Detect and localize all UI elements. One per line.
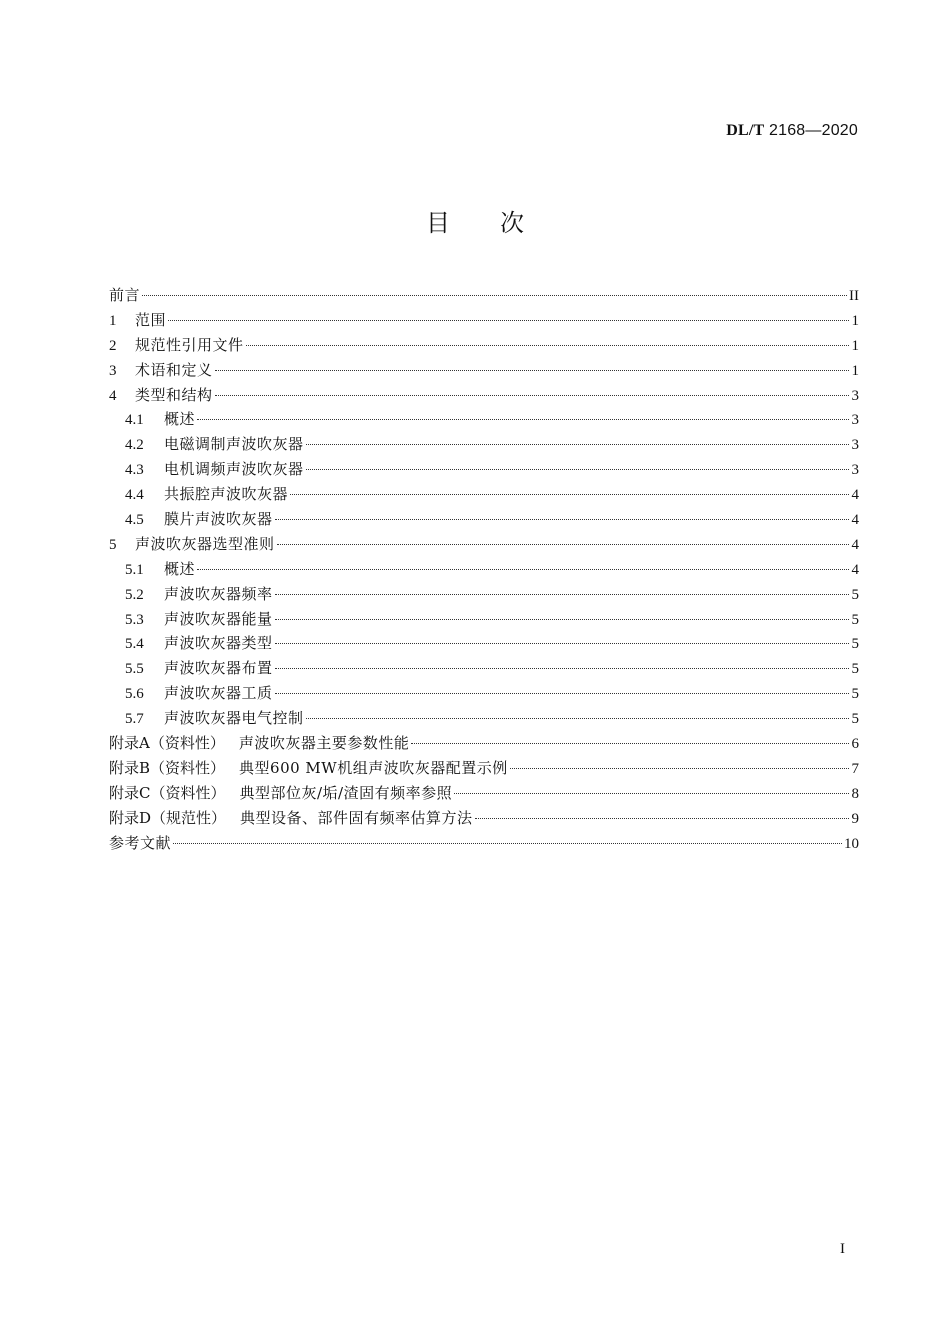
toc-entry-number: 4.5 [125, 512, 144, 529]
toc-entry-page: 1 [851, 362, 859, 379]
toc-entry-number: 5.2 [125, 586, 144, 603]
toc-entry-label: 声波吹灰器频率 [164, 584, 273, 603]
toc-entry-label: 声波吹灰器工质 [164, 684, 273, 703]
toc-dot-leader [168, 320, 849, 321]
toc-dot-leader [142, 295, 847, 296]
toc-entry[interactable] [109, 557, 859, 582]
toc-dot-leader [475, 818, 849, 819]
toc-entry-number: 1 [109, 312, 117, 329]
toc-entry[interactable] [109, 607, 859, 632]
toc-entry-page: 5 [851, 636, 859, 653]
toc-entry-label: 共振腔声波吹灰器 [164, 485, 289, 504]
toc-dot-leader [306, 718, 849, 719]
toc-entry[interactable] [109, 308, 859, 333]
toc-entry-number: 5.5 [125, 661, 144, 678]
toc-dot-leader [454, 793, 849, 794]
toc-entry-label: 参考文献 [109, 833, 172, 852]
toc-entry-number: 4.3 [125, 462, 144, 479]
toc-entry-number: 5.7 [125, 711, 144, 728]
toc-entry-page: 5 [851, 611, 859, 628]
toc-entry-label: 术语和定义 [135, 360, 213, 379]
toc-entry-appendix-prefix: 附录D（规范性） [109, 808, 227, 827]
toc-entry-appendix-prefix: 附录B（资料性） [109, 758, 226, 777]
toc-entry-page: 3 [851, 462, 859, 479]
toc-entry[interactable] [109, 656, 859, 681]
toc-entry-label: 概述 [164, 559, 196, 578]
toc-entry[interactable] [109, 731, 859, 756]
toc-entry-label: 概述 [164, 410, 196, 429]
toc-dot-leader [197, 419, 849, 420]
toc-entry-page: 8 [851, 785, 859, 802]
toc-entry[interactable] [109, 806, 859, 831]
toc-entry-page: 6 [851, 736, 859, 753]
toc-entry-number: 4.2 [125, 437, 144, 454]
toc-entry-page: 9 [851, 810, 859, 827]
toc-entry[interactable] [109, 831, 859, 856]
toc-entry-page: 4 [851, 561, 859, 578]
toc-entry-appendix-prefix: 附录C（资料性） [109, 783, 226, 802]
toc-entry[interactable] [109, 706, 859, 731]
toc-entry-label: 声波吹灰器类型 [164, 634, 273, 653]
standard-prefix: DL/T [726, 122, 765, 139]
toc-entry[interactable] [109, 482, 859, 507]
toc-entry-number: 3 [109, 362, 117, 379]
toc-dot-leader [275, 643, 849, 644]
toc-entry-page: 7 [851, 760, 859, 777]
toc-dot-leader [306, 444, 849, 445]
toc-entry-page: 4 [851, 487, 859, 504]
toc-entry-appendix-prefix: 附录A（资料性） [109, 734, 225, 753]
toc-entry-number: 4.1 [125, 412, 144, 429]
toc-dot-leader [197, 569, 849, 570]
toc-entry-page: 3 [851, 412, 859, 429]
toc-entry[interactable] [109, 756, 859, 781]
toc-entry-label: 典型设备、部件固有频率估算方法 [240, 808, 473, 827]
toc-dot-leader [275, 519, 849, 520]
toc-entry-label: 膜片声波吹灰器 [164, 510, 273, 529]
toc-entry-number: 5.1 [125, 561, 144, 578]
toc-entry[interactable] [109, 407, 859, 432]
toc-dot-leader [275, 668, 849, 669]
toc-entry[interactable] [109, 781, 859, 806]
toc-dot-leader [275, 594, 849, 595]
toc-entry-label: 声波吹灰器电气控制 [164, 709, 304, 728]
toc-dot-leader [411, 743, 849, 744]
toc-dot-leader [215, 370, 849, 371]
toc-entry[interactable] [109, 582, 859, 607]
toc-entry-label: 典型600 MW机组声波吹灰器配置示例 [239, 758, 508, 777]
toc-entry-label: 声波吹灰器能量 [164, 609, 273, 628]
standard-number-header [726, 122, 858, 140]
toc-entry[interactable] [109, 333, 859, 358]
toc-entry-label: 电机调频声波吹灰器 [164, 460, 304, 479]
toc-entry-page: 5 [851, 586, 859, 603]
toc-entry[interactable] [109, 383, 859, 408]
toc-entry-page: 10 [844, 835, 859, 852]
toc-entry-number: 5.3 [125, 611, 144, 628]
toc-entry[interactable] [109, 507, 859, 532]
toc-entry-number: 5.4 [125, 636, 144, 653]
toc-entry-number: 4 [109, 387, 117, 404]
toc-entry[interactable] [109, 681, 859, 706]
toc-entry-label: 范围 [135, 310, 167, 329]
toc-entry-label: 典型部位灰/垢/渣固有频率参照 [239, 783, 453, 802]
toc-entry-number: 5.6 [125, 686, 144, 703]
toc-entry-label: 类型和结构 [135, 385, 213, 404]
toc-entry-page: 5 [851, 686, 859, 703]
toc-entry-page: 1 [851, 337, 859, 354]
toc-entry-number: 2 [109, 337, 117, 354]
toc-entry-page: 1 [851, 312, 859, 329]
toc-entry-page: 4 [851, 536, 859, 553]
toc-entry[interactable] [109, 283, 859, 308]
toc-dot-leader [306, 469, 849, 470]
toc-entry-label: 规范性引用文件 [135, 335, 244, 354]
toc-dot-leader [290, 494, 849, 495]
toc-dot-leader [510, 768, 849, 769]
toc-dot-leader [275, 693, 849, 694]
toc-entry[interactable] [109, 631, 859, 656]
toc-entry-number: 5 [109, 536, 117, 553]
toc-dot-leader [277, 544, 849, 545]
toc-entry-page: 4 [851, 512, 859, 529]
toc-dot-leader [173, 843, 842, 844]
toc-dot-leader [215, 395, 849, 396]
page-number: I [840, 1241, 845, 1257]
toc-entry-page: 5 [851, 711, 859, 728]
toc-entry-label: 前言 [109, 286, 141, 304]
toc-entry[interactable] [109, 358, 859, 383]
toc-entry[interactable] [109, 532, 859, 557]
page-title: 目次 [426, 209, 574, 237]
toc-entry-label: 声波吹灰器布置 [164, 659, 273, 678]
toc-entry-label: 声波吹灰器选型准则 [135, 534, 275, 553]
toc-entry-page: 3 [851, 387, 859, 404]
toc-dot-leader [275, 619, 849, 620]
toc-entry-page: 3 [851, 437, 859, 454]
toc-entry[interactable] [109, 432, 859, 457]
toc-entry-page: II [849, 288, 859, 304]
toc-entry[interactable] [109, 457, 859, 482]
table-of-contents [109, 283, 859, 855]
toc-entry-number: 4.4 [125, 487, 144, 504]
toc-entry-label: 声波吹灰器主要参数性能 [238, 734, 410, 753]
toc-dot-leader [246, 345, 849, 346]
standard-number: 2168—2020 [764, 122, 858, 139]
toc-entry-label: 电磁调制声波吹灰器 [164, 435, 304, 454]
toc-entry-page: 5 [851, 661, 859, 678]
